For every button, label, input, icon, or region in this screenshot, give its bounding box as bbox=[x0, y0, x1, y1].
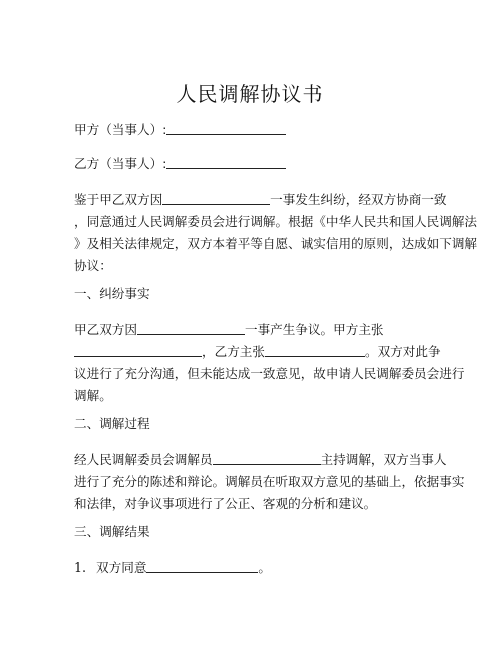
intro-line-4: 协议： bbox=[74, 258, 112, 273]
section-1-dispute-blank[interactable] bbox=[137, 322, 245, 335]
section-2-line-3: 和法律，对争议事项进行了公正、客观的分析和建议。 bbox=[74, 496, 377, 511]
party-a-claim-blank[interactable] bbox=[74, 344, 202, 357]
intro-line-3: 》及相关法律规定，双方本着平等自愿、诚实信用的原则，达成如下调解 bbox=[74, 236, 477, 251]
result-item-1-end: 。 bbox=[258, 560, 271, 575]
section-1-line-3: 议进行了充分沟通，但未能达成一致意见，故申请人民调解委员会进行 bbox=[74, 366, 465, 381]
mediator-name-blank[interactable] bbox=[213, 452, 321, 465]
section-2-line-1 bbox=[74, 452, 446, 468]
section-1-line-1 bbox=[74, 322, 384, 338]
party-a-line bbox=[74, 122, 286, 138]
party-a-blank[interactable] bbox=[166, 122, 286, 135]
party-b-line bbox=[74, 156, 286, 172]
result-item-1-text: 双方同意 bbox=[96, 560, 147, 575]
document-title: 人民调解协议书 bbox=[176, 82, 324, 106]
intro-text-1b: 一事发生纠纷，经双方协商一致 bbox=[270, 192, 447, 207]
result-item-1 bbox=[74, 560, 271, 576]
section-3-heading: 三、调解结果 bbox=[74, 524, 150, 539]
intro-dispute-blank[interactable] bbox=[162, 192, 270, 205]
section-1-text-2a: ，乙方主张 bbox=[202, 344, 265, 359]
section-1-heading: 一、纠纷事实 bbox=[74, 286, 150, 301]
section-1-line-4: 调解。 bbox=[74, 388, 112, 403]
party-b-blank[interactable] bbox=[166, 156, 286, 169]
section-1-text-2b: 。双方对此争 bbox=[364, 344, 441, 359]
result-item-1-number: 1. bbox=[74, 560, 87, 575]
party-a-label: 甲方（当事人）: bbox=[74, 122, 167, 137]
section-2-heading: 二、调解过程 bbox=[74, 416, 150, 431]
intro-text-1a: 鉴于甲乙双方因 bbox=[74, 192, 163, 207]
section-1-text-1a: 甲乙双方因 bbox=[74, 322, 137, 337]
intro-line-2: ，同意通过人民调解委员会进行调解。根据《中华人民共和国人民调解法 bbox=[74, 214, 477, 229]
party-b-claim-blank[interactable] bbox=[265, 344, 365, 357]
intro-line-1 bbox=[74, 192, 446, 208]
section-1-line-2 bbox=[74, 344, 441, 360]
section-2-text-1a: 经人民调解委员会调解员 bbox=[74, 452, 213, 467]
section-1-text-1b: 一事产生争议。甲方主张 bbox=[244, 322, 384, 337]
section-2-text-1b: 主持调解，双方当事人 bbox=[320, 452, 447, 467]
party-b-label: 乙方（当事人）: bbox=[74, 156, 167, 171]
section-2-line-2: 进行了充分的陈述和辩论。调解员在听取双方意见的基础上，依据事实 bbox=[74, 474, 465, 489]
result-item-1-blank[interactable] bbox=[146, 560, 258, 573]
